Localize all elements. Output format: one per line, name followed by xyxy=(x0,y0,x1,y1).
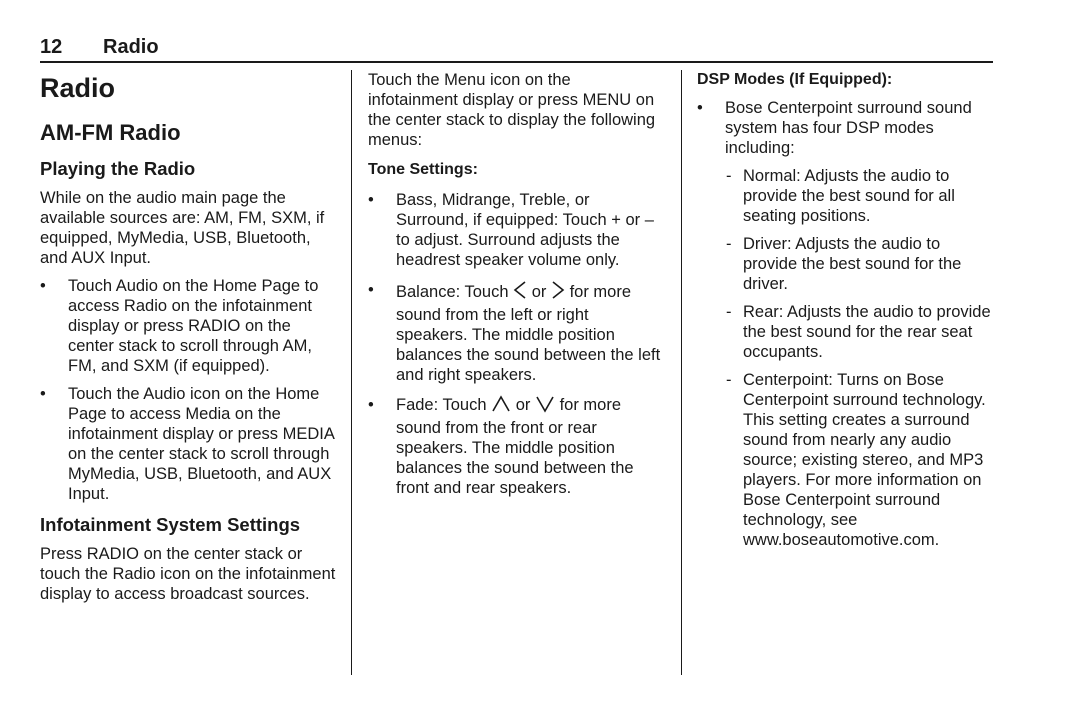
sub-list-item xyxy=(726,302,993,362)
list-item-text: Touch the Audio icon on the Home Page to access Media on the infotainment display or press MEDIA on the center stack to scroll through MyMedia, USB, Bluetooth, and AUX Input. xyxy=(68,385,334,503)
sub-list-item-text: Normal: Adjusts the audio to provide the best sound for all seating positions. xyxy=(743,167,955,225)
list-item-text: Bass, Midrange, Treble, or Surround, if equipped: Touch + or – to adjust. Surround adjusts the headrest speaker volume only. xyxy=(396,191,654,269)
bullet-icon: • xyxy=(368,281,374,299)
sub-list-item-text: Centerpoint: Turns on Bose Centerpoint surround technology. This setting creates a surround sound from nearly any audio source; existing stereo, and MP3 players. For more information on Bose Centerpoint surround technology, see www.boseautomotive.com. xyxy=(743,371,986,549)
sub-list-item xyxy=(726,234,993,294)
column-divider xyxy=(681,70,682,675)
sub-list-item-text: Driver: Adjusts the audio to provide the best sound for the driver. xyxy=(743,235,962,293)
subheading: Tone Settings: xyxy=(368,161,478,178)
section-heading: AM-FM Radio xyxy=(40,120,181,145)
page-header xyxy=(40,35,993,63)
list-item-text: for more sound from the left or right speakers. The middle position balances the sound between the left and right speakers. xyxy=(396,283,661,384)
chevron-up-icon xyxy=(491,395,511,418)
list-item-text: Fade: Touch xyxy=(396,396,487,414)
list-item-text: Bose Centerpoint surround sound system has four DSP modes including: xyxy=(725,99,972,157)
dash-icon: - xyxy=(726,235,732,253)
list-item-text: Touch Audio on the Home Page to access Radio on the infotainment display or press RADIO on the center stack to scroll through AM, FM, and SXM (if equipped). xyxy=(68,277,319,375)
dash-icon: - xyxy=(726,167,732,185)
list-item xyxy=(368,395,664,498)
list-item-text: for more sound from the front or rear speakers. The middle position balances the sound between the front and rear speakers. xyxy=(396,396,634,497)
bullet-icon: • xyxy=(40,277,46,295)
list-item-text: Balance: Touch xyxy=(396,283,509,301)
bullet-icon: • xyxy=(697,99,703,117)
paragraph: Press RADIO on the center stack or touch the Radio icon on the infotainment display to access broadcast sources. xyxy=(40,545,336,603)
bullet-icon: • xyxy=(368,191,374,209)
subsection-heading: Playing the Radio xyxy=(40,158,196,179)
subsection-heading: Infotainment System Settings xyxy=(40,514,301,535)
column-divider xyxy=(351,70,352,675)
bullet-icon: • xyxy=(40,385,46,403)
dash-icon: - xyxy=(726,371,732,389)
list-item xyxy=(368,190,664,270)
page-number: 12 xyxy=(40,36,63,58)
dash-icon: - xyxy=(726,303,732,321)
list-item-text: or xyxy=(515,396,531,414)
chevron-down-icon xyxy=(535,395,555,418)
page-title: Radio xyxy=(40,73,116,103)
sub-list-item-text: Rear: Adjusts the audio to provide the best sound for the rear seat occupants. xyxy=(743,303,991,361)
chevron-right-icon xyxy=(551,280,565,305)
section-title: Radio xyxy=(103,36,159,58)
list-item xyxy=(40,276,336,376)
column-3 xyxy=(697,70,993,550)
column-2 xyxy=(368,70,664,498)
subheading: DSP Modes (If Equipped): xyxy=(697,71,893,88)
bullet-icon: • xyxy=(368,396,374,414)
chevron-left-icon xyxy=(513,280,527,305)
list-item xyxy=(40,384,336,504)
list-item-text: or xyxy=(531,283,547,301)
sub-list-item xyxy=(726,166,993,226)
list-item xyxy=(368,280,664,385)
paragraph: Touch the Menu icon on the infotainment display or press MENU on the center stack to display the following menus: xyxy=(368,71,656,149)
list-item xyxy=(697,98,993,158)
column-1 xyxy=(40,70,336,604)
sub-list-item xyxy=(726,370,993,550)
paragraph: While on the audio main page the available sources are: AM, FM, SXM, if equipped, MyMedia, USB, Bluetooth, and AUX Input. xyxy=(40,189,325,267)
